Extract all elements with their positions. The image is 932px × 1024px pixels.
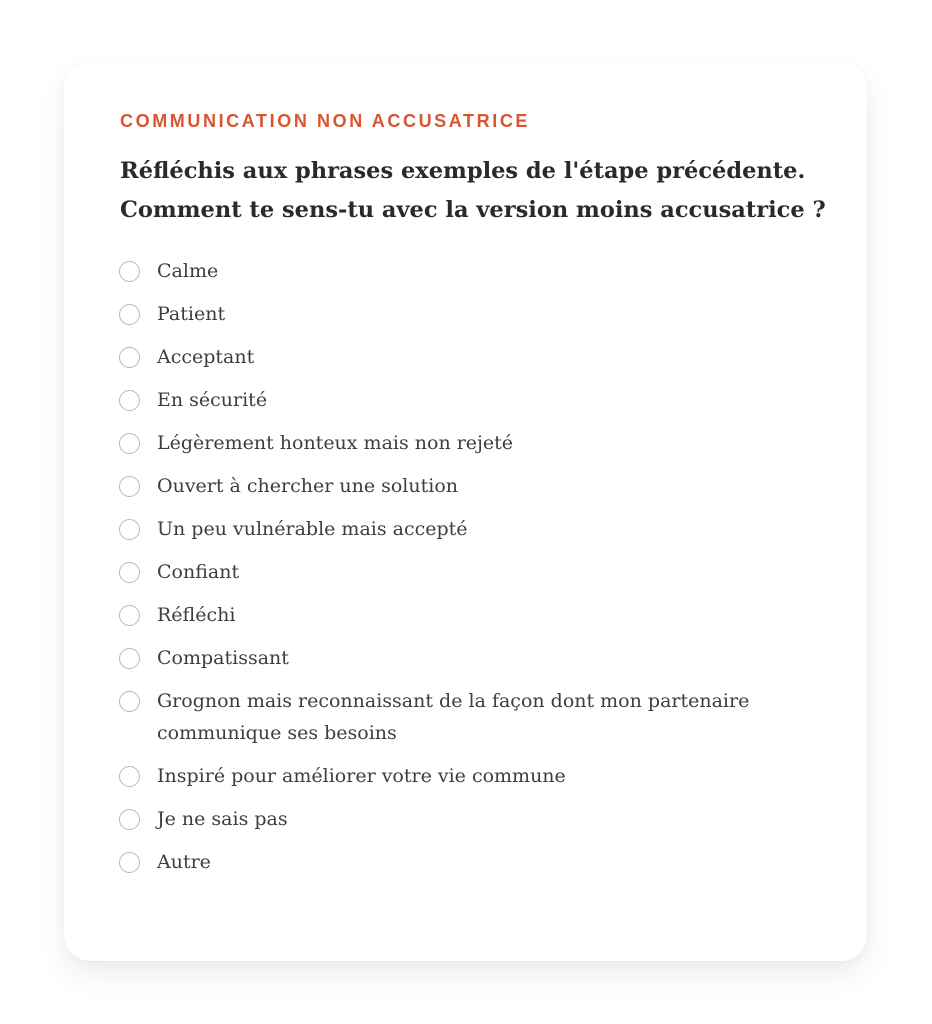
option-un-peu-vulnerable[interactable]	[119, 516, 819, 545]
option-reflechi[interactable]	[119, 602, 819, 631]
option-label: Je ne sais pas	[157, 808, 288, 830]
option-confiant[interactable]	[119, 559, 819, 588]
option-compatissant[interactable]	[119, 645, 819, 674]
section-label: COMMUNICATION NON ACCUSATRICE	[120, 111, 531, 131]
option-legerement-honteux[interactable]	[119, 430, 819, 459]
option-label: Autre	[157, 851, 211, 873]
option-acceptant[interactable]	[119, 344, 819, 373]
radio-icon[interactable]	[119, 476, 140, 497]
option-label: Légèrement honteux mais non rejeté	[157, 432, 514, 454]
radio-icon[interactable]	[119, 519, 140, 540]
option-label: Compatissant	[157, 647, 289, 669]
radio-icon[interactable]	[119, 304, 140, 325]
option-autre[interactable]	[119, 849, 819, 878]
option-ouvert[interactable]	[119, 473, 819, 502]
option-label: Confiant	[157, 561, 240, 583]
option-label: Calme	[157, 260, 219, 282]
option-label: Inspiré pour améliorer votre vie commune	[157, 765, 566, 787]
option-label: Acceptant	[157, 346, 255, 368]
radio-icon[interactable]	[119, 433, 140, 454]
radio-icon[interactable]	[119, 809, 140, 830]
radio-icon[interactable]	[119, 562, 140, 583]
option-patient[interactable]	[119, 301, 819, 330]
option-label: Ouvert à chercher une solution	[157, 475, 459, 497]
radio-icon[interactable]	[119, 605, 140, 626]
option-je-ne-sais-pas[interactable]	[119, 806, 819, 835]
options-list	[119, 258, 819, 878]
radio-icon[interactable]	[119, 691, 140, 712]
option-label: Réfléchi	[157, 604, 236, 626]
radio-icon[interactable]	[119, 390, 140, 411]
question-card	[64, 63, 867, 961]
radio-icon[interactable]	[119, 261, 140, 282]
option-label: Grognon mais reconnaissant de la façon dont mon partenaire communique ses besoins	[157, 690, 750, 744]
option-label: Un peu vulnérable mais accepté	[157, 518, 468, 540]
option-grognon[interactable]	[119, 688, 819, 749]
option-calme[interactable]	[119, 258, 819, 287]
radio-icon[interactable]	[119, 852, 140, 873]
radio-icon[interactable]	[119, 648, 140, 669]
option-label: Patient	[157, 303, 226, 325]
option-en-securite[interactable]	[119, 387, 819, 416]
radio-icon[interactable]	[119, 347, 140, 368]
radio-icon[interactable]	[119, 766, 140, 787]
option-inspire[interactable]	[119, 763, 819, 792]
question-title: Réfléchis aux phrases exemples de l'étape précédente. Comment te sens-tu avec la version moins accusatrice ?	[120, 158, 826, 223]
option-label: En sécurité	[157, 389, 268, 411]
